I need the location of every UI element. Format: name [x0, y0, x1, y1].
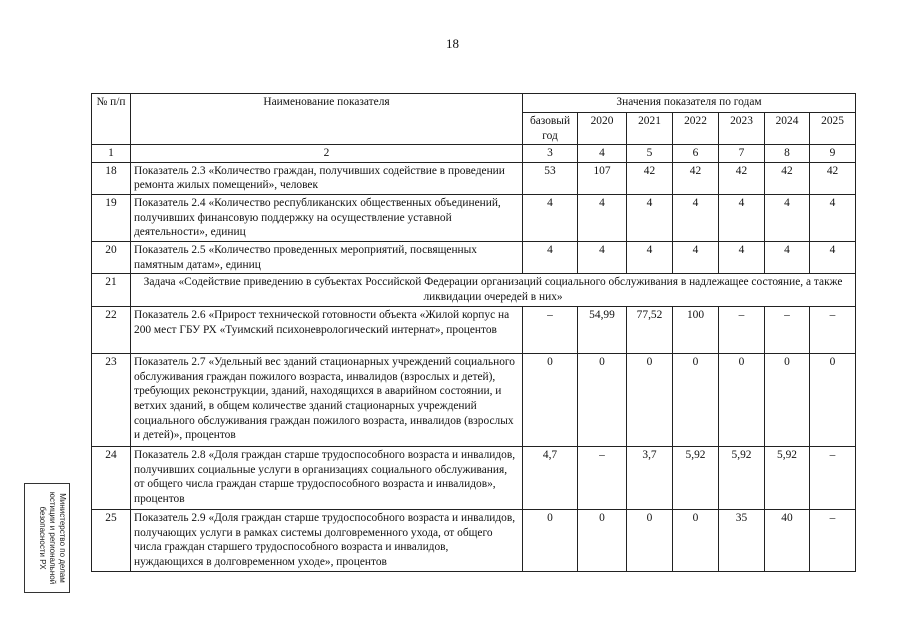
value-cell: 4: [523, 194, 578, 241]
value-cell: 4: [765, 241, 810, 273]
indicator-name: Показатель 2.8 «Доля граждан старше трудоспособного возраста и инвалидов, получивших социальные услуги в организациях социального обслуживания, от общего числа граждан старше трудоспособного возраста и инвалидов», процентов: [131, 447, 523, 510]
indicator-name: Показатель 2.4 «Количество республиканских общественных объединений, получивших финансовую поддержку на осуществление уставной деятельности», единиц: [131, 194, 523, 241]
value-cell: 100: [673, 307, 719, 354]
value-cell: 0: [673, 510, 719, 572]
value-cell: 0: [810, 354, 856, 447]
header-name: Наименование показателя: [131, 94, 523, 145]
column-number: 3: [523, 145, 578, 163]
value-cell: 77,52: [627, 307, 673, 354]
row-number: 25: [92, 510, 131, 572]
column-number: 9: [810, 145, 856, 163]
value-cell: 4: [523, 241, 578, 273]
value-cell: 53: [523, 162, 578, 194]
header-year: 2022: [673, 113, 719, 145]
value-cell: –: [810, 307, 856, 354]
row-number: 21: [92, 274, 131, 307]
value-cell: 4: [810, 241, 856, 273]
value-cell: –: [578, 447, 627, 510]
value-cell: 4: [627, 194, 673, 241]
value-cell: 0: [673, 354, 719, 447]
header-year: базовый год: [523, 113, 578, 145]
column-number: 2: [131, 145, 523, 163]
column-number: 1: [92, 145, 131, 163]
row-number: 20: [92, 241, 131, 273]
column-number-row: [92, 145, 856, 163]
value-cell: 5,92: [673, 447, 719, 510]
column-number: 8: [765, 145, 810, 163]
header-year: 2025: [810, 113, 856, 145]
value-cell: 0: [719, 354, 765, 447]
header-year: 2020: [578, 113, 627, 145]
value-cell: 4: [810, 194, 856, 241]
value-cell: 3,7: [627, 447, 673, 510]
row-number: 19: [92, 194, 131, 241]
value-cell: 4: [719, 194, 765, 241]
value-cell: 4: [673, 194, 719, 241]
value-cell: 0: [578, 354, 627, 447]
table-row: [92, 162, 856, 194]
header-year: 2021: [627, 113, 673, 145]
column-number: 4: [578, 145, 627, 163]
header-year: 2024: [765, 113, 810, 145]
value-cell: 4: [673, 241, 719, 273]
value-cell: 4: [578, 194, 627, 241]
value-cell: 4: [719, 241, 765, 273]
stamp-line: юстиции и региональной: [48, 491, 57, 585]
task-row: [92, 274, 856, 307]
value-cell: 4: [765, 194, 810, 241]
row-number: 24: [92, 447, 131, 510]
value-cell: 5,92: [719, 447, 765, 510]
value-cell: –: [765, 307, 810, 354]
header-num: № п/п: [92, 94, 131, 145]
value-cell: 107: [578, 162, 627, 194]
table-row: [92, 241, 856, 273]
indicator-name: Показатель 2.6 «Прирост технической готовности объекта «Жилой корпус на 200 мест ГБУ РХ «Туимский психоневрологический интернат», процентов: [131, 307, 523, 354]
indicators-table: [91, 93, 856, 572]
value-cell: 0: [765, 354, 810, 447]
value-cell: 35: [719, 510, 765, 572]
task-description: Задача «Содействие приведению в субъектах Российской Федерации организаций социального обслуживания в надлежащее состояние, а также ликвидации очередей в них»: [131, 274, 856, 307]
table-row: [92, 354, 856, 447]
value-cell: 0: [523, 354, 578, 447]
column-number: 5: [627, 145, 673, 163]
ministry-stamp: [24, 483, 70, 593]
table-row: [92, 510, 856, 572]
header-row-1: [92, 94, 856, 113]
value-cell: 0: [578, 510, 627, 572]
indicator-name: Показатель 2.5 «Количество проведенных мероприятий, посвященных памятным датам», единиц: [131, 241, 523, 273]
value-cell: 42: [765, 162, 810, 194]
value-cell: 40: [765, 510, 810, 572]
table-row: [92, 194, 856, 241]
value-cell: –: [810, 510, 856, 572]
value-cell: –: [810, 447, 856, 510]
stamp-text: [27, 485, 67, 591]
stamp-line: Министерство по делам: [58, 493, 67, 583]
value-cell: –: [719, 307, 765, 354]
column-number: 7: [719, 145, 765, 163]
indicator-name: Показатель 2.7 «Удельный вес зданий стационарных учреждений социального обслуживания граждан пожилого возраста, инвалидов (взрослых и детей), требующих реконструкции, зданий, находящихся в аварийном состоянии, и ветхих зданий, в общем количестве зданий стационарных учреждений социального обслуживания граждан пожилого возраста, инвалидов (взрослых и детей)», процентов: [131, 354, 523, 447]
column-number: 6: [673, 145, 719, 163]
value-cell: 5,92: [765, 447, 810, 510]
value-cell: 0: [627, 354, 673, 447]
stamp-line: безопасности РХ: [38, 506, 47, 570]
value-cell: 0: [627, 510, 673, 572]
value-cell: 42: [810, 162, 856, 194]
value-cell: 4: [578, 241, 627, 273]
header-values-group: Значения показателя по годам: [523, 94, 856, 113]
row-number: 23: [92, 354, 131, 447]
indicator-name: Показатель 2.9 «Доля граждан старше трудоспособного возраста и инвалидов, получающих услуги в рамках системы долговременного ухода, от общего числа граждан старшего трудоспособного возраста и инвалидов, нуждающихся в долговременном уходе», процентов: [131, 510, 523, 572]
indicator-name: Показатель 2.3 «Количество граждан, получивших содействие в проведении ремонта жилых помещений», человек: [131, 162, 523, 194]
value-cell: 54,99: [578, 307, 627, 354]
page-number: 18: [446, 36, 459, 51]
table-row: [92, 447, 856, 510]
value-cell: 4,7: [523, 447, 578, 510]
row-number: 22: [92, 307, 131, 354]
value-cell: 42: [719, 162, 765, 194]
row-number: 18: [92, 162, 131, 194]
header-year: 2023: [719, 113, 765, 145]
value-cell: 4: [627, 241, 673, 273]
value-cell: 42: [673, 162, 719, 194]
value-cell: –: [523, 307, 578, 354]
value-cell: 0: [523, 510, 578, 572]
value-cell: 42: [627, 162, 673, 194]
table-row: [92, 307, 856, 354]
